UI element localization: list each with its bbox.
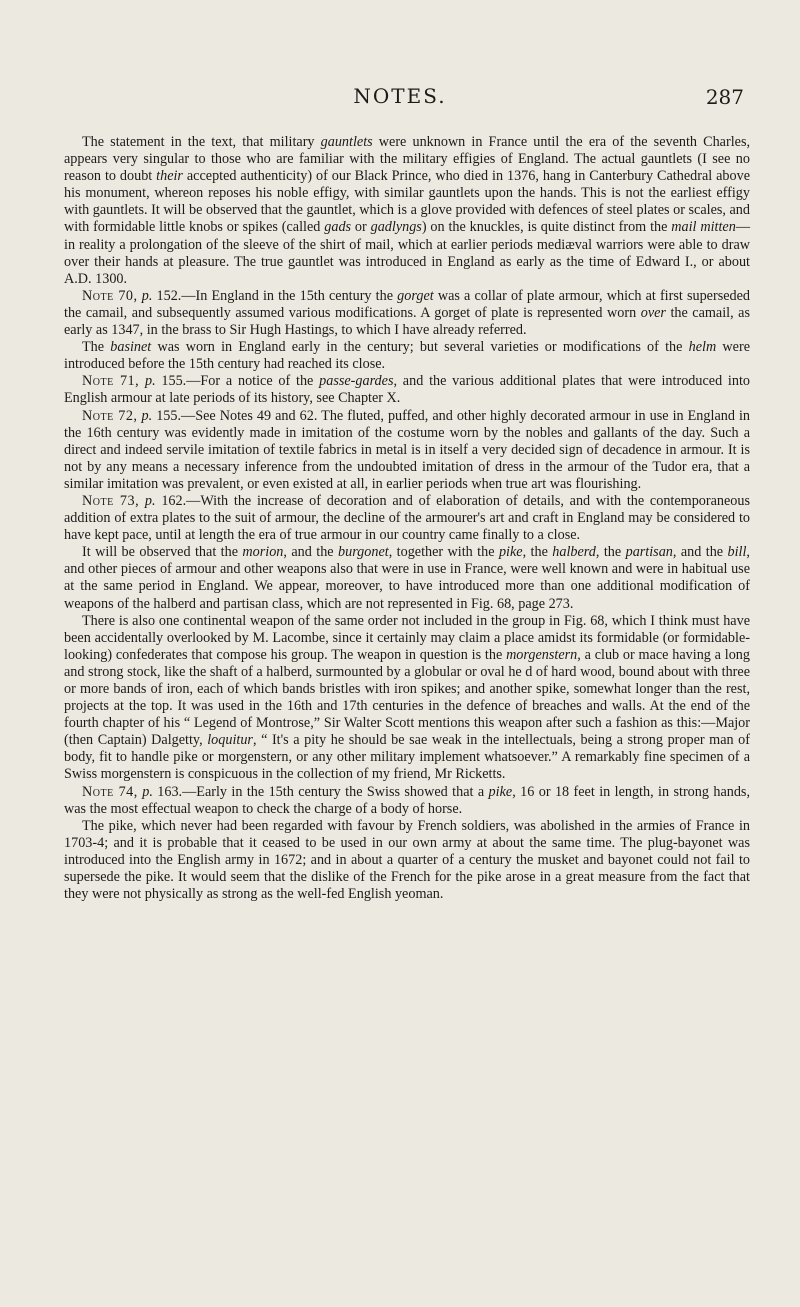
- paragraph: [64, 339, 750, 373]
- text-run: 155.—See Notes 49 and 62. The fluted, puffed, and other highly decorated armour in use in England in the 16th century was evidently made in imitation of the costume worn by the nobles and gallants of the day. Such a direct and indeed servile imitation of textile fabrics in metal is in itself a very decided sign of decadence in armour. It is not by any means a necessary inference from the undoubted imitation of dress in the armour of the Tudor era, that a similar imitation was prevalent, or even existed at all, in earlier periods when true art was flourishing.: [64, 407, 751, 492]
- italic-text: mail mitten: [671, 219, 736, 236]
- italic-text: helm: [688, 339, 717, 356]
- text-run: It will be observed that the: [82, 544, 243, 561]
- text-run: accepted authenticity) of our Black Prince, who died in 1376, hang in Canterbury Cathedral above his monument, whereon reposes his noble effigy, with similar gauntlets upon the hands. This is not the earliest effigy with gauntlets. It will be observed that the gauntlet, which is a glove provided with defences of steel plates or scales, and with formidable little knobs or spikes (called: [64, 168, 750, 236]
- text-run: —in reality a prolongation of the sleeve of the shirt of mail, which at earlier periods mediæval warriors were able to draw over their hands at pleasure. The true gauntlet was introduced in England as early as the time of Edward I., or about A.D. 1300.: [64, 219, 750, 287]
- running-head: [0, 84, 800, 110]
- paragraph: [64, 408, 750, 493]
- paragraph: [64, 134, 750, 288]
- italic-text: loquitur: [207, 732, 253, 749]
- text-run: There is also one continental weapon of the same order not included in the group in Fig. 68, which I think must have been accidentally overlooked by M. Lacombe, since it certainly may claim a place amidst its formidable (or formidable-looking) confederates that compose his group. The weapon in question is the: [64, 612, 750, 663]
- text-run: , “ It's a pity he should be sae weak in the intellectuals, being a strong proper man of body, fit to handle pike or morgenstern, or any other military implement whatsoever.” A remarkably fine specimen of a Swiss morgenstern is conspicuous in the collection of my friend, Mr Ricketts.: [64, 732, 750, 783]
- text-run: 162.—With the increase of decoration and of elaboration of details, and with the contemporaneous addition of extra plates to the suit of armour, the decline of the armourer's art and craft in England may be considered to have kept pace, until at length the era of true armour in our country came finally to a close.: [64, 492, 750, 544]
- text-run: or: [351, 219, 371, 236]
- italic-text: passe-gardes: [319, 373, 394, 390]
- text-run: were introduced before the 15th century had reached its close.: [64, 339, 750, 373]
- italic-text: gorget: [397, 287, 434, 304]
- text-run: was a collar of plate armour, which at first superseded the camail, and subsequently assumed various modifications. A gorget of plate is represented worn: [64, 287, 750, 321]
- note-label: Note 70,: [82, 287, 138, 304]
- note-label: Note 73,: [82, 492, 140, 509]
- text-run: ) on the knuckles, is quite distinct from the: [421, 219, 672, 236]
- italic-text: over: [640, 304, 666, 321]
- text-run: was worn in England early in the century; but several varieties or modifications of the: [151, 339, 689, 356]
- paragraph: [64, 493, 750, 544]
- italic-text: basinet: [110, 339, 152, 356]
- running-title: NOTES.: [353, 84, 447, 108]
- paragraph: [64, 784, 750, 818]
- italic-text: gadlyngs: [370, 219, 422, 236]
- italic-text: partisan: [625, 544, 673, 561]
- paragraph: [64, 818, 750, 903]
- italic-text: morgenstern: [506, 646, 578, 663]
- italic-text: p.: [142, 783, 153, 800]
- text-run: , and the various additional plates that were introduced into English armour at late periods of its history, see Chapter X.: [64, 373, 751, 407]
- text-run: , and other pieces of armour and other weapons also that were in use in France, were well known and were in habitual use at the same period in England. We appear, moreover, to have introduced more than one additional modification of weapons of the halberd and partisan class, which are not represented in Fig. 68, page 273.: [64, 544, 750, 612]
- paragraph: [64, 544, 750, 612]
- notes-body: [64, 134, 750, 903]
- text-run: , and the: [672, 544, 728, 561]
- text-run: 163.—Early in the 15th century the Swiss showed that a: [152, 783, 489, 800]
- text-run: , together with the: [388, 544, 499, 561]
- text-run: , and the: [283, 544, 338, 561]
- italic-text: their: [156, 168, 183, 185]
- italic-text: pike: [498, 544, 523, 561]
- italic-text: gauntlets: [320, 134, 373, 150]
- paragraph: [64, 613, 750, 784]
- italic-text: pike: [488, 783, 513, 800]
- italic-text: morion: [242, 544, 284, 561]
- text-run: The: [82, 339, 111, 356]
- note-label: Note 74,: [82, 783, 138, 800]
- text-run: , 16 or 18 feet in length, in strong hands, was the most effectual weapon to check the charge of a body of horse.: [64, 783, 751, 817]
- text-run: 152.—In England in the 15th century the: [152, 287, 398, 304]
- italic-text: p.: [141, 287, 153, 304]
- paragraph: [64, 288, 750, 339]
- italic-text: halberd: [552, 544, 596, 561]
- italic-text: burgonet: [338, 544, 389, 561]
- text-run: The statement in the text, that military: [82, 134, 321, 150]
- text-run: The pike, which never had been regarded with favour by French soldiers, was abolished in the armies of France in 1703-4; and it is probable that it ceased to be used in our own army at about the same time. The plug-bayonet was introduced into the English army in 1672; and in about a quarter of a century the musket and bayonet could not fail to supersede the pike. It would seem that the dislike of the French for the pike arose in a great measure from the fact that they were not physically as strong as the well-fed English yeoman.: [64, 817, 750, 903]
- text-run: , the: [595, 544, 626, 561]
- note-label: Note 72,: [82, 407, 138, 424]
- italic-text: gads: [324, 219, 352, 236]
- text-run: 155.—For a notice of the: [155, 373, 320, 390]
- text-run: , a club or mace having a long and strong stock, like the shaft of a halberd, surmounted by a globular or oval he d of hard wood, bound about with three or more bands of iron, each of which bands bristles with iron spikes; and another spike, somewhat longer than the rest, projects at the top. It was used in the 16th and 17th centuries in the defence of breaches and walls. At the end of the fourth chapter of his “ Legend of Montrose,” Sir Walter Scott mentions this weapon after such a fashion as this:—Major (then Captain) Dalgetty,: [64, 646, 750, 749]
- paragraph: [64, 373, 750, 407]
- italic-text: bill: [727, 544, 747, 561]
- italic-text: p.: [144, 373, 156, 390]
- text-run: the camail, as early as 1347, in the brass to Sir Hugh Hastings, to which I have already referred.: [64, 304, 750, 339]
- italic-text: p.: [141, 407, 153, 424]
- text-run: were unknown in France until the era of the seventh Charles, appears very singular to those who are familiar with the military effigies of England. The actual gauntlets (I see no reason to doubt: [64, 134, 751, 185]
- italic-text: p.: [144, 492, 156, 509]
- text-run: , the: [522, 544, 553, 561]
- note-label: Note 71,: [82, 373, 140, 390]
- page-number: 287: [705, 85, 744, 109]
